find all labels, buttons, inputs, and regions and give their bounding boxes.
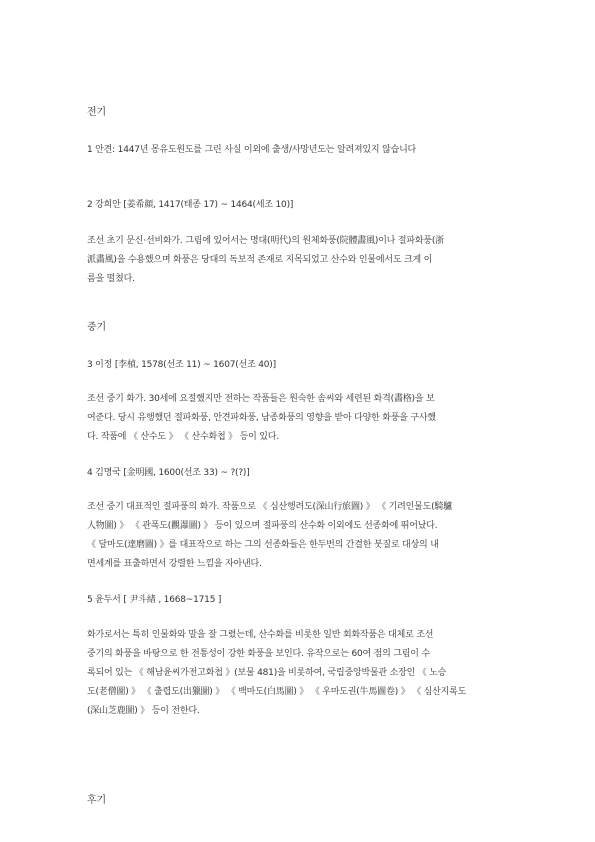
- body-line: 《 달마도(達磨圖) 》를 대표작으로 하는 그의 선종화들은 한두번의 간결한 붓질로 대상의 내: [87, 540, 439, 550]
- entry-body-yunduseo: [87, 626, 509, 721]
- body-line: 화가로서는 특히 인물화와 말을 잘 그렸는데, 산수화를 비롯한 일반 회화작품은 대체로 조선: [87, 630, 434, 640]
- body-line: 派畵風)을 수용했으며 화풍은 당대의 독보적 존재로 지목되었고 산수와 인물에서도 크게 이: [87, 255, 433, 265]
- body-line: 조선 중기 화가. 30세에 요절했지만 전하는 작품들은 원숙한 솜씨와 세련된 화격(畵格)을 보: [87, 394, 435, 404]
- entry-body-ijeong: [87, 390, 509, 447]
- body-line: 조선 초기 문신·선비화가. 그림에 있어서는 명대(明代)의 원체화풍(院體畵風)이나 절파화풍(浙: [87, 236, 444, 246]
- entry-body-kanghuian: [87, 232, 509, 289]
- body-line: 도(老僧圖) 》 《 출렵도(出獵圖) 》 《 백마도(白馬圖) 》 《 우마도권(牛馬圖卷) 》 《 심산지록도: [87, 687, 467, 697]
- section-heading-late: 후기: [87, 795, 106, 806]
- body-line: 록되어 있는 《 해남윤씨가전고화첩 》(보물 481)을 비롯하여, 국립중앙박물관 소장인 《 노승: [87, 668, 447, 678]
- body-line: 조선 중기 대표적인 절파풍의 화가. 작품으로 《 심산행려도(深山行旅圖) 》 《 기려인물도(騎驢: [87, 502, 453, 512]
- body-line: 여준다. 당시 유행했던 절파화풍, 안견파화풍, 남종화풍의 영향을 받아 다양한 화풍을 구사했: [87, 413, 436, 423]
- entry-body-gimmyeongguk: [87, 498, 509, 574]
- body-line: 중기의 화풍을 바탕으로 한 전통성이 강한 화풍을 보인다. 유작으로는 60여 점의 그림이 수: [87, 649, 430, 659]
- body-line: 면세계를 표출하면서 강렬한 느낌을 자아낸다.: [87, 559, 262, 569]
- entry-heading-yunduseo: 5 윤두서 [ 尹斗緖 , 1668~1715 ]: [87, 595, 222, 605]
- body-line: 人物圖) 》 《 관폭도(觀瀑圖) 》 등이 있으며 절파풍의 산수화 이외에도 선종화에 뛰어났다.: [87, 521, 438, 531]
- body-line: 름을 떨쳤다.: [87, 274, 135, 284]
- body-line: (深山芝鹿圖) 》 등이 전한다.: [87, 706, 200, 716]
- entry-heading-angyeon: 1 안견: 1447년 몽유도원도를 그린 사실 이외에 출생/사망년도는 알려져있지 않습니다: [87, 145, 417, 155]
- entry-heading-gimmyeongguk: 4 김명국 [金明國, 1600(선조 33) ~ ?(?)]: [87, 468, 250, 478]
- section-heading-early: 전기: [87, 107, 106, 118]
- entry-heading-kanghuian: 2 강희안 [姜希顔, 1417(태종 17) ~ 1464(세조 10)]: [87, 200, 294, 210]
- body-line: 다. 작품에 《 산수도 》 《 산수화첩 》 등이 있다.: [87, 432, 279, 442]
- entry-heading-ijeong: 3 이정 [李楨, 1578(선조 11) ~ 1607(선조 40)]: [87, 360, 276, 370]
- section-heading-middle: 중기: [87, 322, 106, 333]
